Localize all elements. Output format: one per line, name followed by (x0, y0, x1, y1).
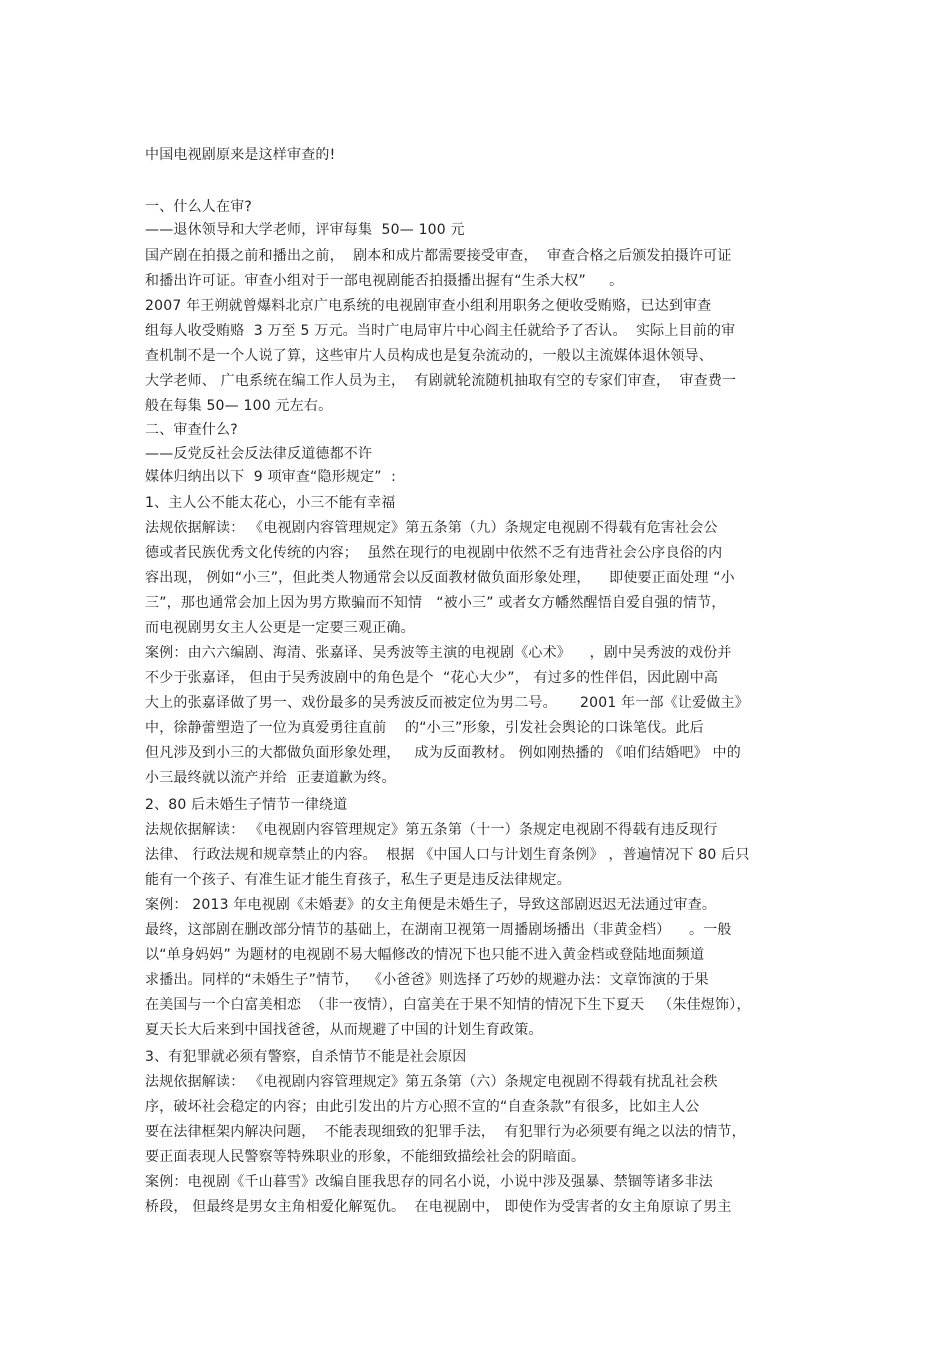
text-line: 德或者民族优秀文化传统的内容； 虽然在现行的电视剧中依然不乏有违背社会公序良俗的内 (145, 545, 723, 561)
text-line: 要在法律框架内解决问题， 不能表现细致的犯罪手法， 有犯罪行为必须要有绳之以法的情节， (145, 1124, 746, 1140)
text-line: 查机制不是一个人说了算，这些审片人员构成也是复杂流动的，一般以主流媒体退休领导、 (145, 348, 713, 364)
text-line: 组每人收受贿赂 3 万至 5 万元。当时广电局审片中心阎主任就给予了否认。 实际上目前的审 (145, 323, 736, 339)
subsection-heading: 1、主人公不能太花心，小三不能有幸福 (145, 495, 396, 511)
text-line: 和播出许可证。审查小组对于一部电视剧能否拍摄播出握有“生杀大权” 。 (145, 273, 624, 289)
document-title: 中国电视剧原来是这样审查的! (145, 147, 336, 163)
text-line: 案例：电视剧《千山暮雪》改编自匪我思存的同名小说，小说中涉及强暴、禁锢等诸多非法 (145, 1174, 713, 1190)
text-line: 而电视剧男女主人公更是一定要三观正确。 (145, 620, 415, 636)
text-line: 容出现， 例如“小三”，但此类人物通常会以反面教材做负面形象处理， 即使要正面处理 “小 (145, 570, 735, 586)
text-line: 媒体归纳出以下 9 项审查“隐形规定” : (145, 469, 396, 485)
text-line: 以“单身妈妈” 为题材的电视剧不易大幅修改的情况下也只能不进入黄金档或登陆地面频道 (145, 947, 705, 963)
text-line: 求播出。同样的“未婚生子”情节， 《小爸爸》则选择了巧妙的规避办法：文章饰演的于果 (145, 972, 709, 988)
text-line: 法规依据解读： 《电视剧内容管理规定》第五条第（九）条规定电视剧不得载有危害社会公 (145, 520, 718, 536)
text-line: 三”，那也通常会加上因为男方欺骗而不知情 “被小三” 或者女方幡然醒悟自爱自强的情节， (145, 595, 726, 611)
text-line: 法律、 行政法规和规章禁止的内容。 根据 《中国人口与计划生育条例》 ，普遍情况下 80 后只 (145, 847, 750, 863)
text-line: 法规依据解读： 《电视剧内容管理规定》第五条第（十一）条规定电视剧不得载有违反现行 (145, 822, 718, 838)
section-heading: 二、审查什么? (145, 422, 238, 438)
text-line: 案例： 2013 年电视剧《未婚妻》的女主角便是未婚生子，导致这部剧迟迟无法通过审查。 (145, 897, 717, 913)
text-line: 大上的张嘉译做了男一、戏份最多的吴秀波反而被定位为男二号。 2001 年一部《让爱做主》 (145, 695, 749, 711)
text-line: 桥段， 但最终是男女主角相爱化解冤仇。 在电视剧中， 即使作为受害者的女主角原谅了男主 (145, 1199, 732, 1215)
text-line: ——退休领导和大学老师，评审每集 50— 100 元 (145, 222, 465, 238)
text-line: 2007 年王朔就曾爆料北京广电系统的电视剧审查小组利用职务之便收受贿赂，已达到审查 (145, 298, 712, 314)
text-line: 小三最终就以流产并给 正妻道歉为终。 (145, 770, 396, 786)
subsection-heading: 3、有犯罪就必须有警察，自杀情节不能是社会原因 (145, 1049, 467, 1065)
text-line: 在美国与一个白富美相恋 （非一夜情），白富美在于果不知情的情况下生下夏天 （朱佳煜饰）， (145, 997, 751, 1013)
section-heading: 一、什么人在审? (145, 199, 253, 215)
text-line: 中，徐静蕾塑造了一位为真爱勇往直前 的“小三”形象，引发社会舆论的口诛笔伐。此后 (145, 720, 704, 736)
text-line: 法规依据解读： 《电视剧内容管理规定》第五条第（六）条规定电视剧不得载有扰乱社会秩 (145, 1074, 718, 1090)
text-line: 不少于张嘉译， 但由于吴秀波剧中的角色是个 “花心大少”， 有过多的性伴侣，因此剧中高 (145, 670, 719, 686)
text-line: 最终，这部剧在删改部分情节的基础上，在湖南卫视第一周播剧场播出（非黄金档） 。一般 (145, 922, 732, 938)
text-line: 但凡涉及到小三的大都做负面形象处理， 成为反面教材。 例如刚热播的 《咱们结婚吧》 中的 (145, 745, 741, 761)
text-line: 夏天长大后来到中国找爸爸，从而规避了中国的计划生育政策。 (145, 1022, 543, 1038)
text-line: 般在每集 50— 100 元左右。 (145, 398, 333, 414)
text-line: ——反党反社会反法律反道德都不许 (145, 446, 373, 462)
subsection-heading: 2、80 后未婚生子情节一律绕道 (145, 797, 348, 813)
text-line: 序，破坏社会稳定的内容；由此引发出的片方心照不宣的“自查条款”有很多，比如主人公 (145, 1099, 700, 1115)
text-line: 案例：由六六编剧、海清、张嘉译、吴秀波等主演的电视剧《心术》 ，剧中吴秀波的戏份并 (145, 645, 732, 661)
text-line: 国产剧在拍摄之前和播出之前， 剧本和成片都需要接受审查， 审查合格之后颁发拍摄许可证 (145, 248, 732, 264)
text-line: 要正面表现人民警察等特殊职业的形象，不能细致描绘社会的阴暗面。 (145, 1149, 586, 1165)
text-line: 能有一个孩子、有准生证才能生育孩子，私生子更是违反法律规定。 (145, 872, 571, 888)
text-line: 大学老师、 广电系统在编工作人员为主， 有剧就轮流随机抽取有空的专家们审查， 审查费一 (145, 373, 737, 389)
